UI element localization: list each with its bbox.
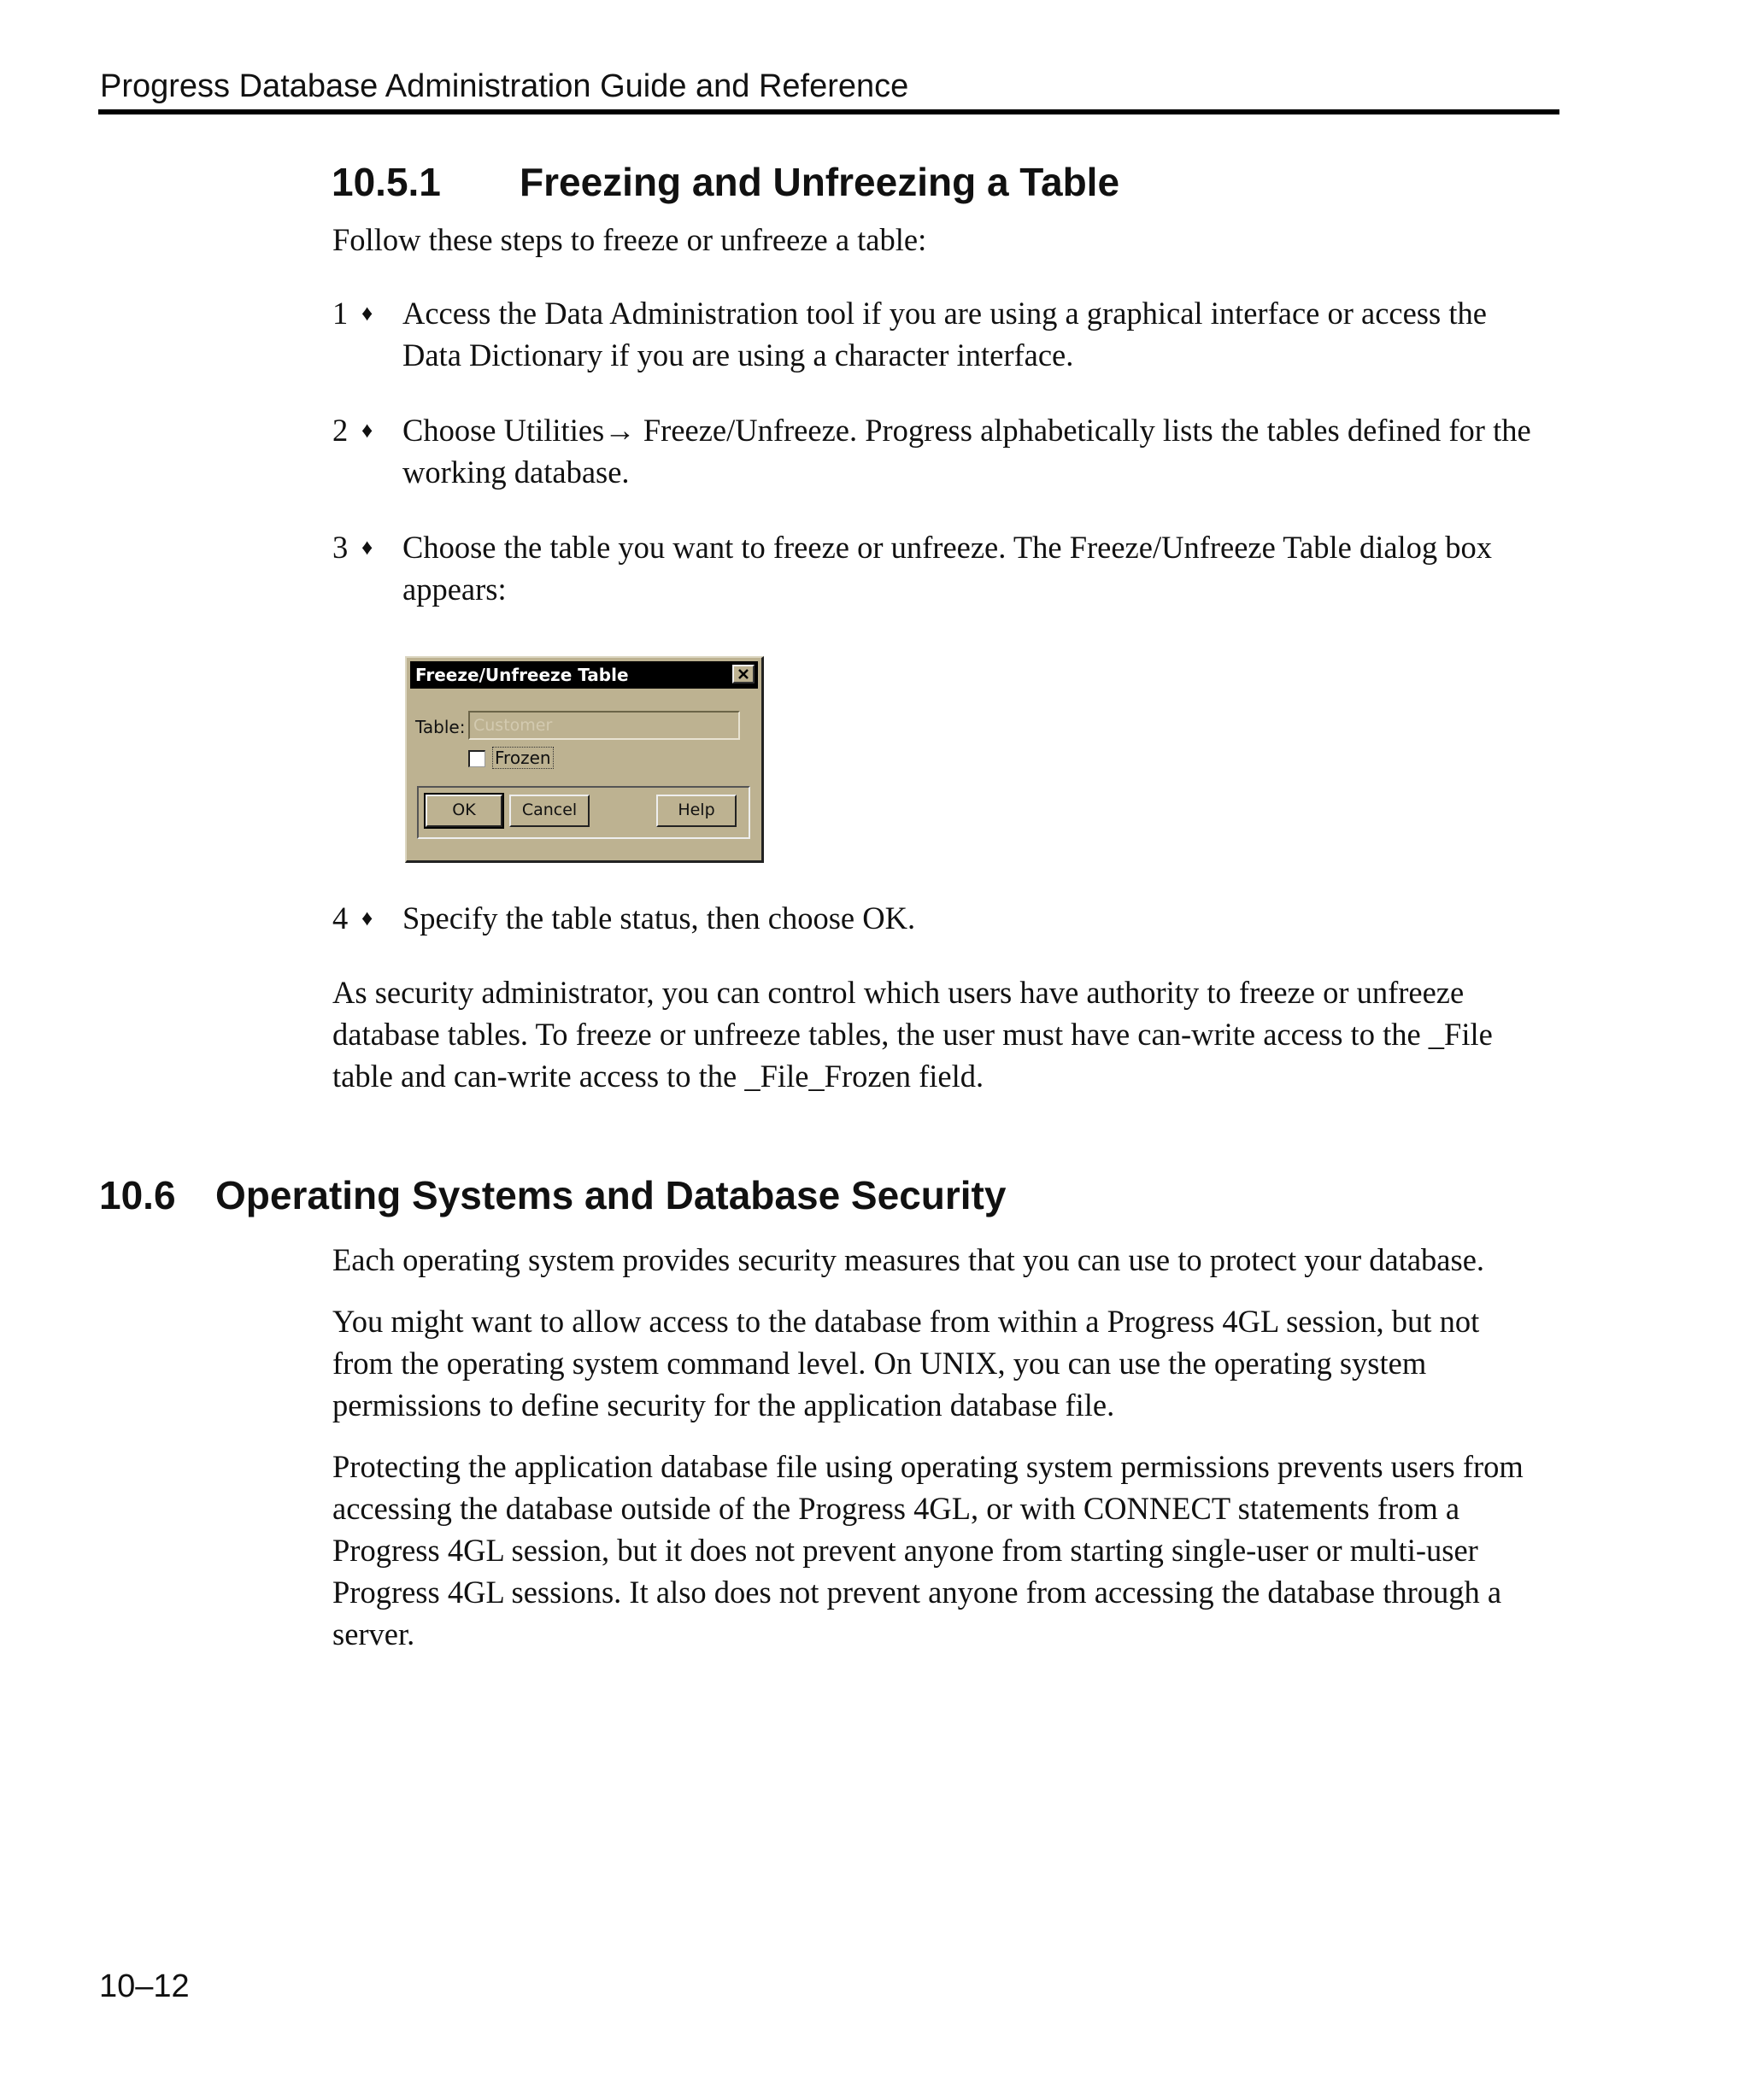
frozen-checkbox[interactable] <box>468 750 485 767</box>
running-header: Progress Database Administration Guide and Reference <box>100 68 909 104</box>
step-4 <box>332 897 1563 939</box>
text-line: from the operating system command level. On UNIX, you can use the operating system <box>332 1346 1427 1381</box>
text-line: permissions to define security for the application database file. <box>332 1387 1115 1422</box>
step-number: 3 <box>332 530 349 565</box>
step-text-line: appears: <box>402 572 507 607</box>
text-line: Progress 4GL session, but it does not prevent anyone from starting single-user or multi-user <box>332 1533 1478 1568</box>
text-line: accessing the database outside of the Progress 4GL, or with CONNECT statements from a <box>332 1491 1460 1526</box>
bullet-diamond-icon: ♦ <box>361 301 373 326</box>
bullet-diamond-icon: ♦ <box>361 906 373 930</box>
table-label: Table: <box>415 717 466 737</box>
step-text-line: Choose Utilities→ Freeze/Unfreeze. Progress alphabetically lists the tables defined for the <box>402 413 1531 448</box>
section-title: Freezing and Unfreezing a Table <box>520 160 1120 204</box>
text-line: You might want to allow access to the database from within a Progress 4GL session, but not <box>332 1304 1480 1339</box>
bullet-diamond-icon: ♦ <box>361 535 373 560</box>
text-line: Progress 4GL sessions. It also does not prevent anyone from accessing the database through a <box>332 1575 1502 1610</box>
authority-paragraph <box>332 971 1563 1097</box>
table-field[interactable] <box>468 711 740 740</box>
step-text-line: Access the Data Administration tool if you are using a graphical interface or access the <box>402 296 1487 331</box>
section-number: 10.5.1 <box>332 160 441 204</box>
dialog-title: Freeze/Unfreeze Table <box>415 665 629 685</box>
os-paragraph-2 <box>332 1300 1563 1426</box>
section-heading-10-5-1 <box>332 159 1119 205</box>
intro-paragraph: Follow these steps to freeze or unfreeze a table: <box>332 222 927 257</box>
dialog-titlebar <box>410 661 758 689</box>
help-button[interactable]: Help <box>656 795 737 827</box>
page-number: 10–12 <box>99 1968 190 2004</box>
step-text-line: Data Dictionary if you are using a character interface. <box>402 337 1074 372</box>
header-rule <box>98 109 1559 114</box>
text-line: server. <box>332 1616 415 1651</box>
step-2 <box>332 409 1563 493</box>
text-line: As security administrator, you can control which users have authority to freeze or unfreeze <box>332 975 1465 1010</box>
text-line: database tables. To freeze or unfreeze tables, the user must have can-write access to the _File <box>332 1017 1493 1052</box>
section-number: 10.6 <box>99 1173 176 1217</box>
frozen-checkbox-label[interactable]: Frozen <box>492 747 554 769</box>
cancel-button[interactable]: Cancel <box>509 795 590 827</box>
step-number: 2 <box>332 413 349 448</box>
section-heading-10-6 <box>99 1172 1006 1218</box>
text-line: Each operating system provides security measures that you can use to protect your database. <box>332 1242 1485 1277</box>
os-paragraph-1 <box>332 1239 1563 1281</box>
dialog-button-group <box>417 786 750 839</box>
bullet-diamond-icon: ♦ <box>361 418 373 443</box>
text-line: Protecting the application database file using operating system permissions prevents users from <box>332 1449 1524 1484</box>
step-1 <box>332 292 1563 376</box>
step-number: 1 <box>332 296 349 331</box>
section-title: Operating Systems and Database Security <box>215 1173 1007 1217</box>
step-text-line: Choose the table you want to freeze or unfreeze. The Freeze/Unfreeze Table dialog box <box>402 530 1493 565</box>
step-number: 4 <box>332 900 349 936</box>
step-text-line: Specify the table status, then choose OK. <box>402 900 916 936</box>
step-3 <box>332 526 1563 610</box>
os-paragraph-3 <box>332 1446 1563 1655</box>
step-text-line: working database. <box>402 455 630 490</box>
close-icon[interactable] <box>732 665 755 683</box>
text-line: table and can-write access to the _File_Frozen field. <box>332 1059 984 1094</box>
ok-button[interactable]: OK <box>426 795 502 827</box>
freeze-unfreeze-dialog <box>405 656 764 863</box>
